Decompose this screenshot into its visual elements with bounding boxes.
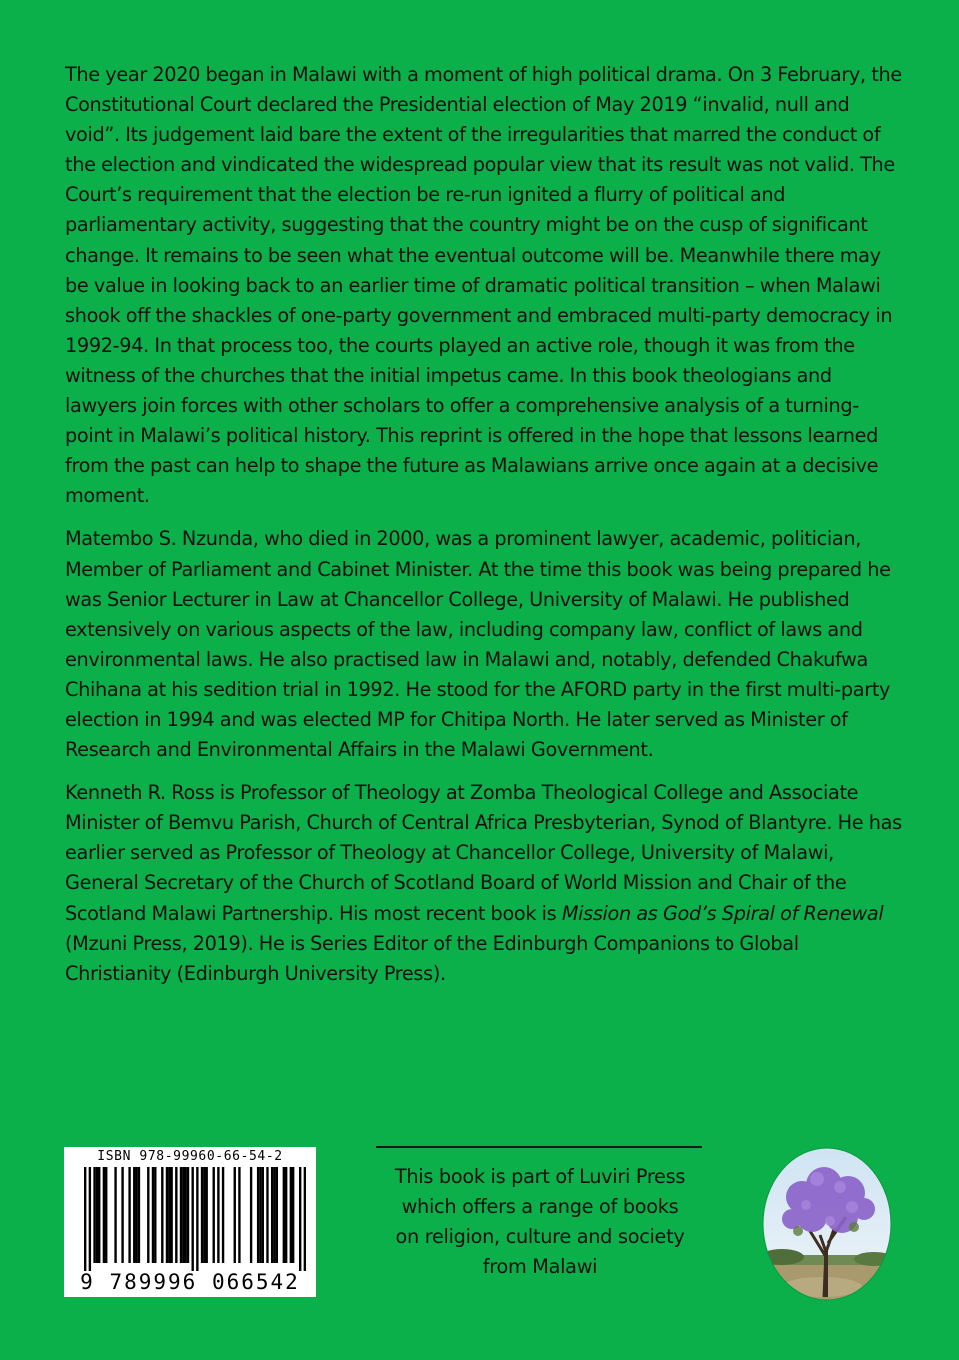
barcode-guard-bar — [196, 1167, 198, 1271]
press-divider-line — [376, 1146, 702, 1148]
ross-bio-text-end: (Mzuni Press, 2019). He is Series Editor of the Edinburgh Companions to Global Christianity (Edinburgh University Press). — [65, 931, 799, 985]
barcode-bar — [266, 1167, 268, 1263]
barcode-bar — [206, 1167, 208, 1263]
barcode-bar — [203, 1167, 205, 1263]
jacaranda-tree-photo — [762, 1147, 892, 1301]
press-note-line-4: from Malawi — [482, 1255, 598, 1278]
blurb-paragraph-intro: The year 2020 began in Malawi with a moment of high political drama. On 3 February, the Constitutional Court declared the Presidential election of May 2019 “invalid, null and void”. Its judgement laid bare the extent of the irregularities that marred the conduct of the election and vindicated the widespread popular view that its result was not valid. The Court’s requirement that the election be re-run ignited a flurry of political and parliamentary activity, suggesting that the country might be on the cusp of significant change. It remains to be seen what the eventual outcome will be. Meanwhile there may be value in looking back to an earlier time of dramatic political transition – when Malawi shook off the shackles of one-party government and embraced multi-party democracy in 1992-94. In that process too, the courts played an active role, though it was from the witness of the churches that the initial impetus came. In this book theologians and lawyers join forces with other scholars to offer a comprehensive analysis of a turning-point in Malawi’s political history. This reprint is offered in the hope that lessons learned from the past can help to shape the future as Malawians arrive once again at a decisive moment. — [65, 63, 902, 508]
press-note-line-3: on religion, culture and society — [395, 1225, 685, 1248]
barcode-bar — [273, 1167, 275, 1263]
barcode-bar — [152, 1167, 154, 1263]
press-note-line-1: This book is part of Luviri Press — [394, 1165, 686, 1188]
press-note-line-2: which offers a range of books — [401, 1195, 679, 1218]
back-cover-blurb — [65, 60, 903, 1002]
barcode-bar — [283, 1167, 285, 1263]
book-title-italic: Mission as God’s Spiral of Renewal — [561, 901, 884, 925]
barcode-bar — [262, 1167, 264, 1263]
barcode-bar — [166, 1167, 168, 1263]
barcode-bar — [290, 1167, 292, 1263]
barcode-bar — [184, 1167, 186, 1263]
barcode-bar — [271, 1167, 273, 1263]
barcode-bar — [154, 1167, 156, 1263]
barcode-bar — [285, 1167, 287, 1263]
barcode-bar — [175, 1167, 177, 1263]
barcode-bar — [96, 1167, 98, 1263]
barcode-bar — [201, 1167, 203, 1263]
barcode-bar — [238, 1167, 240, 1263]
barcode-bars — [84, 1167, 306, 1271]
barcode-bar — [114, 1167, 116, 1263]
barcode-bar — [121, 1167, 123, 1263]
ross-bio-text-start: Kenneth R. Ross is Professor of Theology at Zomba Theological College and Associate Minister of Bemvu Parish, Church of Central Africa Presbyterian, Synod of Blantyre. He has earlier served as Professor of Theology at Chancellor College, University of Malawi, General Secretary of the Church of Scotland Board of World Mission and Chair of the Scotland Malawi Partnership. His most recent book is — [65, 781, 902, 925]
barcode-guard-bar — [191, 1167, 193, 1271]
barcode-bar — [170, 1167, 172, 1263]
barcode-bar — [133, 1167, 135, 1263]
barcode-bar — [138, 1167, 140, 1263]
barcode-bar — [250, 1167, 252, 1263]
barcode-guard-bar — [89, 1167, 91, 1271]
barcode-bar — [259, 1167, 261, 1263]
barcode-bar — [182, 1167, 184, 1263]
barcode-bar — [187, 1167, 189, 1263]
barcode-bar — [292, 1167, 294, 1263]
barcode-bar — [147, 1167, 149, 1263]
barcode-bar — [257, 1167, 259, 1263]
luviri-press-note — [370, 1162, 710, 1282]
barcode-guard-bar — [304, 1167, 306, 1271]
barcode-guard-bar — [84, 1167, 86, 1271]
barcode-bar — [105, 1167, 107, 1263]
barcode-bar — [180, 1167, 182, 1263]
barcode-bar — [128, 1167, 130, 1263]
barcode-guard-bar — [299, 1167, 301, 1271]
barcode-bar — [213, 1167, 215, 1263]
barcode-bar — [222, 1167, 224, 1263]
barcode-bar — [168, 1167, 170, 1263]
blurb-paragraph-nzunda-bio: Matembo S. Nzunda, who died in 2000, was a prominent lawyer, academic, politician, Member of Parliament and Cabinet Minister. At the time this book was being prepared he was Senior Lecturer in Law at Chancellor College, University of Malawi. He published extensively on various aspects of the law, including company law, conflict of laws and environmental laws. He also practised law in Malawi and, notably, defended Chakufwa Chihana at his sedition trial in 1992. He stood for the AFORD party in the first multi-party election in 1994 and was elected MP for Chitipa North. He later served as Minister of Research and Environmental Affairs in the Malawi Government. — [65, 527, 891, 762]
ean-digits: 9 789996 066542 — [80, 1270, 300, 1294]
barcode-bar — [217, 1167, 219, 1263]
barcode-bar — [93, 1167, 95, 1263]
isbn-barcode — [64, 1147, 316, 1297]
isbn-label: ISBN 978-99960-66-54-2 — [97, 1149, 283, 1164]
barcode-bar — [98, 1167, 100, 1263]
barcode-bar — [276, 1167, 278, 1263]
barcode-bar — [161, 1167, 163, 1263]
barcode-bar — [234, 1167, 236, 1263]
barcode-bar — [103, 1167, 105, 1263]
barcode-bar — [135, 1167, 137, 1263]
blurb-paragraph-ross-bio — [65, 778, 903, 989]
